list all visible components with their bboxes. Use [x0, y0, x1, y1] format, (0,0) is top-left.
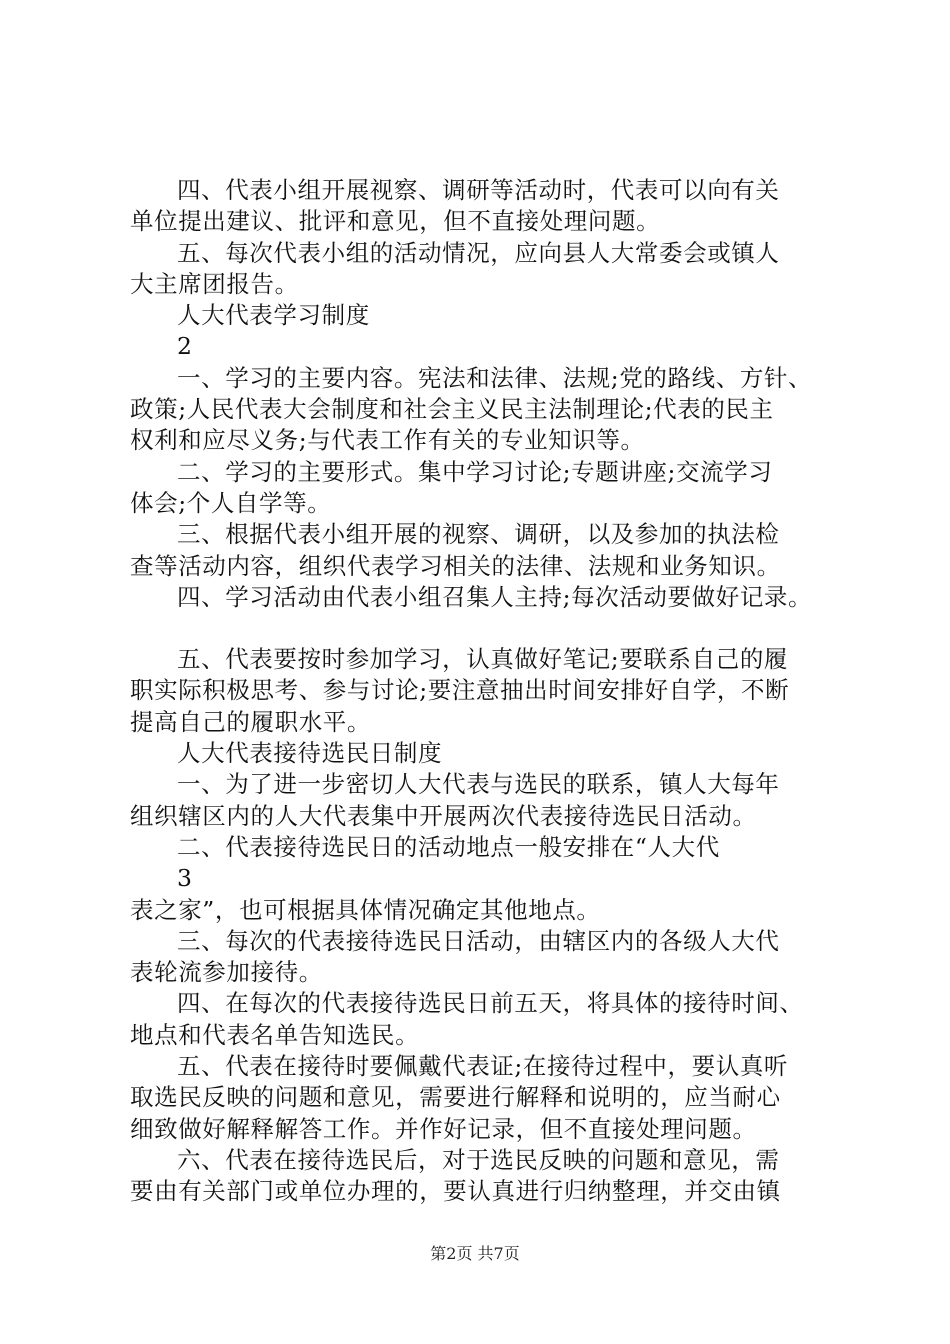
paragraph-line: 三、根据代表小组开展的视察、调研，以及参加的执法检	[177, 520, 780, 549]
paragraph-line: 一、学习的主要内容。宪法和法律、法规;党的路线、方针、	[177, 363, 813, 392]
blank-line	[130, 613, 855, 644]
paragraph-line: 四、学习活动由代表小组召集人主持;每次活动要做好记录。	[177, 582, 813, 611]
paragraph-line: 四、代表小组开展视察、调研等活动时，代表可以向有关	[177, 176, 780, 204]
paragraph-line: 一、为了进一步密切人大代表与选民的联系，镇人大每年	[177, 770, 780, 799]
source-page-number: 3	[177, 864, 193, 893]
document-body	[130, 175, 855, 1208]
paragraph-line: 地点和代表名单告知选民。	[130, 1020, 420, 1049]
paragraph-line: 细致做好解释解答工作。并作好记录，但不直接处理问题。	[130, 1114, 757, 1143]
paragraph-line: 表轮流参加接待。	[130, 958, 323, 987]
paragraph-line: 要由有关部门或单位办理的，要认真进行归纳整理，并交由镇	[130, 1177, 781, 1206]
paragraph-line: 提高自己的履职水平。	[130, 707, 371, 736]
paragraph-line: 政策;人民代表大会制度和社会主义民主法制理论;代表的民主	[130, 395, 774, 424]
source-page-number: 2	[177, 332, 193, 361]
paragraph-line: 职实际积极思考、参与讨论;要注意抽出时间安排好自学，不断	[130, 676, 790, 705]
paragraph-line: 五、代表在接待时要佩戴代表证;在接待过程中，要认真听	[177, 1052, 789, 1081]
paragraph-line: 体会;个人自学等。	[130, 488, 332, 517]
paragraph-line: 权利和应尽义务;与代表工作有关的专业知识等。	[130, 426, 645, 455]
paragraph-line: 六、代表在接待选民后，对于选民反映的问题和意见，需	[177, 1145, 780, 1174]
paragraph-line: 单位提出建议、批评和意见，但不直接处理问题。	[130, 207, 661, 236]
paragraph-line: 五、代表要按时参加学习，认真做好笔记;要联系自己的履	[177, 645, 789, 674]
paragraph-line: 组织辖区内的人大代表集中开展两次代表接待选民日活动。	[130, 801, 757, 830]
paragraph-line: 二、学习的主要形式。集中学习讨论;专题讲座;交流学习	[177, 457, 773, 486]
paragraph-line: 取选民反映的问题和意见，需要进行解释和说明的，应当耐心	[130, 1083, 781, 1112]
page-footer: 第2页 共7页	[430, 1244, 520, 1263]
paragraph-line: 二、代表接待选民日的活动地点一般安排在“人大代	[177, 832, 720, 861]
paragraph-line: 大主席团报告。	[130, 269, 299, 298]
paragraph-line: 表之家”，也可根据具体情况确定其他地点。	[130, 895, 601, 924]
section-heading: 人大代表接待选民日制度	[177, 739, 443, 768]
paragraph-line: 四、在每次的代表接待选民日前五天，将具体的接待时间、	[177, 989, 804, 1018]
section-heading: 人大代表学习制度	[177, 301, 370, 330]
paragraph-line: 五、每次代表小组的活动情况，应向县人大常委会或镇人	[177, 238, 780, 267]
paragraph-line: 查等活动内容，组织代表学习相关的法律、法规和业务知识。	[130, 551, 781, 580]
paragraph-line: 三、每次的代表接待选民日活动，由辖区内的各级人大代	[177, 926, 780, 955]
